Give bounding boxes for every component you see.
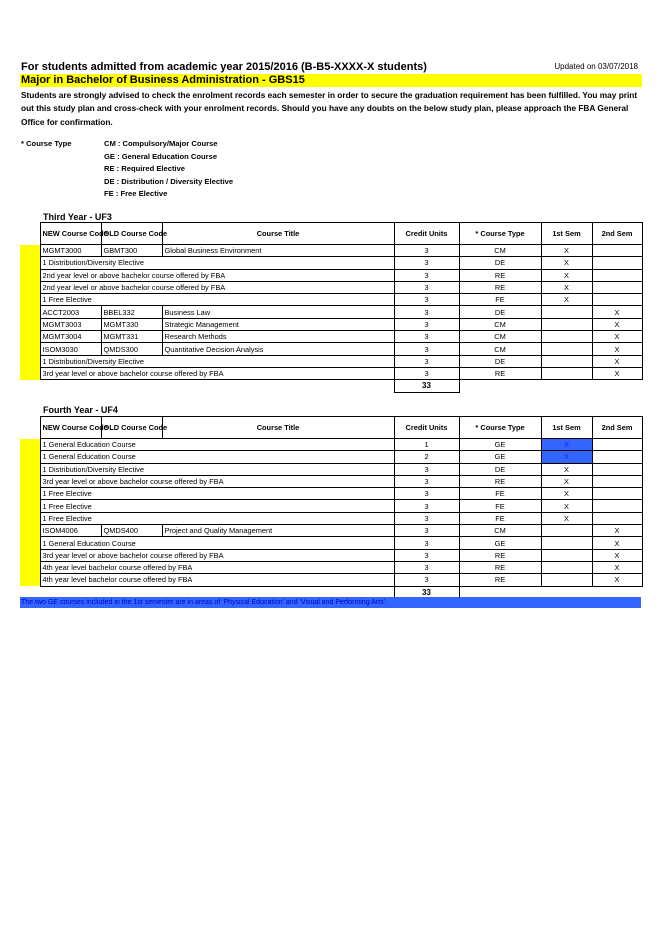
first-sem-mark: X [541,245,592,257]
legend-label: * Course Type [21,139,72,148]
table-row [20,439,642,451]
credit-units: 1 [394,439,459,451]
second-sem-mark: X [592,343,642,355]
row-marker [20,525,40,537]
legend-item: GE : General Education Course [104,152,218,161]
course-type: RE [459,574,541,586]
page-title: For students admitted from academic year 2015/2016 (B-B5-XXXX-X students) [21,61,427,73]
course-description: 1 Free Elective [40,488,394,500]
old-course-code: GBMT300 [101,245,162,257]
credit-units: 3 [394,355,459,367]
header-2nd-sem: 2nd Sem [592,417,642,439]
table-row [20,451,642,463]
course-description: 3rd year level or above bachelor course offered by FBA [40,549,394,561]
row-marker [20,380,40,392]
first-sem-mark [541,331,592,343]
credit-units: 3 [394,245,459,257]
course-description: 1 Free Elective [40,294,394,306]
course-description: 1 Free Elective [40,500,394,512]
total-credits: 33 [394,586,459,598]
credit-units: 3 [394,318,459,330]
title-line [20,61,642,74]
second-sem-mark: X [592,306,642,318]
header-old-code: OLD Course Code [101,223,162,245]
first-sem-mark: X [541,451,592,463]
second-sem-mark [592,281,642,293]
course-title: Strategic Management [162,318,394,330]
course-type: CM [459,318,541,330]
course-title: Business Law [162,306,394,318]
row-marker [20,537,40,549]
row-marker [20,439,40,451]
first-sem-mark [541,549,592,561]
first-sem-mark [541,537,592,549]
credit-units: 3 [394,475,459,487]
major-title: Major in Bachelor of Business Administration - GBS15 [20,74,642,87]
new-course-code: ISOM4006 [40,525,101,537]
second-sem-mark [592,245,642,257]
course-type: RE [459,367,541,379]
course-description: 3rd year level or above bachelor course offered by FBA [40,475,394,487]
new-course-code: ACCT2003 [40,306,101,318]
second-sem-mark: X [592,355,642,367]
credit-units: 3 [394,463,459,475]
course-type: FE [459,294,541,306]
legend-item: CM : Compulsory/Major Course [104,139,218,148]
course-type: RE [459,561,541,573]
second-sem-mark: X [592,549,642,561]
table-row [20,475,642,487]
row-marker [20,367,40,379]
course-type: FE [459,512,541,524]
total-spacer [40,380,394,392]
table-row [20,500,642,512]
row-marker [20,223,40,245]
row-marker [20,257,40,269]
table-row [20,367,642,379]
course-description: 1 General Education Course [40,451,394,463]
first-sem-mark [541,561,592,573]
row-marker [20,294,40,306]
credit-units: 3 [394,306,459,318]
row-marker [20,331,40,343]
legend-item: RE : Required Elective [104,164,186,173]
row-marker [20,549,40,561]
total-spacer [459,380,642,392]
total-credits: 33 [394,380,459,392]
second-sem-mark: X [592,331,642,343]
header-course-title: Course Title [162,417,394,439]
course-type: RE [459,281,541,293]
header-1st-sem: 1st Sem [541,223,592,245]
legend-item: DE : Distribution / Diversity Elective [104,177,234,186]
total-row [20,380,642,392]
first-sem-mark [541,306,592,318]
first-sem-mark: X [541,475,592,487]
credit-units: 3 [394,257,459,269]
course-title: Quantitative Decision Analysis [162,343,394,355]
new-course-code: ISOM3030 [40,343,101,355]
course-type: RE [459,269,541,281]
row-marker [20,561,40,573]
first-sem-mark: X [541,488,592,500]
course-type: GE [459,439,541,451]
second-sem-mark: X [592,561,642,573]
credit-units: 3 [394,574,459,586]
table-row [20,306,642,318]
row-marker [20,343,40,355]
row-marker [20,451,40,463]
table-row [20,294,642,306]
first-sem-mark: X [541,257,592,269]
course-type: DE [459,355,541,367]
second-sem-mark: X [592,537,642,549]
table-row [20,574,642,586]
header-new-code: NEW Course Code [40,417,101,439]
second-sem-mark [592,475,642,487]
table-row [20,525,642,537]
header-old-code: OLD Course Code [101,417,162,439]
course-type: FE [459,500,541,512]
table-row [20,549,642,561]
header-course-type: * Course Type [459,417,541,439]
table-row [20,537,642,549]
credit-units: 3 [394,367,459,379]
first-sem-mark [541,355,592,367]
table-header-row [20,223,642,245]
course-type: GE [459,537,541,549]
second-sem-mark [592,512,642,524]
credit-units: 3 [394,561,459,573]
credit-units: 3 [394,500,459,512]
credit-units: 3 [394,281,459,293]
table-row [20,488,642,500]
first-sem-mark [541,574,592,586]
second-sem-mark [592,451,642,463]
row-marker [20,355,40,367]
fourth-year-title: Fourth Year - UF4 [43,405,118,415]
second-sem-mark [592,500,642,512]
first-sem-mark [541,525,592,537]
course-type: RE [459,549,541,561]
first-sem-mark: X [541,281,592,293]
header-credit-units: Credit Units [394,417,459,439]
second-sem-mark [592,488,642,500]
third-year-table [20,222,643,393]
row-marker [20,463,40,475]
header-2nd-sem: 2nd Sem [592,223,642,245]
first-sem-mark: X [541,463,592,475]
course-type: RE [459,475,541,487]
course-description: 1 Free Elective [40,512,394,524]
second-sem-mark [592,294,642,306]
course-type: DE [459,306,541,318]
first-sem-mark [541,343,592,355]
course-type: CM [459,245,541,257]
first-sem-mark: X [541,439,592,451]
credit-units: 3 [394,269,459,281]
row-marker [20,245,40,257]
course-description: 3rd year level or above bachelor course offered by FBA [40,367,394,379]
table-row [20,281,642,293]
table-row [20,245,642,257]
table-row [20,512,642,524]
row-marker [20,318,40,330]
course-title: Project and Quality Management [162,525,394,537]
table-header-row [20,417,642,439]
course-description: 1 Distribution/Diversity Elective [40,463,394,475]
second-sem-mark: X [592,318,642,330]
table-row [20,269,642,281]
third-year-title: Third Year - UF3 [43,212,112,222]
first-sem-mark: X [541,512,592,524]
row-marker [20,500,40,512]
course-description: 2nd year level or above bachelor course offered by FBA [40,281,394,293]
course-type: CM [459,331,541,343]
header-course-title: Course Title [162,223,394,245]
new-course-code: MGMT3000 [40,245,101,257]
legend-item: FE : Free Elective [104,189,168,198]
course-type: GE [459,451,541,463]
row-marker [20,512,40,524]
table-row [20,561,642,573]
first-sem-mark: X [541,294,592,306]
course-description: 4th year level bachelor course offered by FBA [40,574,394,586]
course-type: DE [459,257,541,269]
notice-text: Students are strongly advised to check the enrolment records each semester in order to secure the graduation requirement has been fulfilled. You may print out this study plan and cross-check with your enrolment records. Should you have any doubts on the below study plan, please approach the FBA General Office for confirmation. [21,90,638,127]
first-sem-mark: X [541,269,592,281]
course-type: FE [459,488,541,500]
table-row [20,463,642,475]
new-course-code: MGMT3003 [40,318,101,330]
header-1st-sem: 1st Sem [541,417,592,439]
course-title: Research Methods [162,331,394,343]
table-row [20,257,642,269]
credit-units: 3 [394,331,459,343]
updated-date: Updated on 03/07/2018 [554,62,638,71]
old-course-code: QMDS300 [101,343,162,355]
course-description: 2nd year level or above bachelor course offered by FBA [40,269,394,281]
course-type: CM [459,525,541,537]
old-course-code: BBEL332 [101,306,162,318]
second-sem-mark [592,269,642,281]
first-sem-mark [541,367,592,379]
row-marker [20,574,40,586]
header-course-type: * Course Type [459,223,541,245]
course-description: 1 Distribution/Diversity Elective [40,257,394,269]
old-course-code: MGMT330 [101,318,162,330]
second-sem-mark [592,257,642,269]
credit-units: 3 [394,525,459,537]
table-row [20,331,642,343]
row-marker [20,475,40,487]
table-row [20,355,642,367]
credit-units: 3 [394,549,459,561]
row-marker [20,269,40,281]
credit-units: 3 [394,294,459,306]
second-sem-mark: X [592,574,642,586]
second-sem-mark [592,439,642,451]
course-description: 1 General Education Course [40,439,394,451]
credit-units: 3 [394,488,459,500]
fourth-year-table [20,416,643,599]
row-marker [20,488,40,500]
header-credit-units: Credit Units [394,223,459,245]
course-type: CM [459,343,541,355]
old-course-code: QMDS400 [101,525,162,537]
course-description: 4th year level bachelor course offered by FBA [40,561,394,573]
course-description: 1 Distribution/Diversity Elective [40,355,394,367]
footnote: The two GE courses included in the 1st semester are in areas of 'Physical Education' and 'Visual and Performing Arts'. [20,597,641,608]
new-course-code: MGMT3004 [40,331,101,343]
credit-units: 2 [394,451,459,463]
table-row [20,343,642,355]
row-marker [20,417,40,439]
row-marker [20,281,40,293]
second-sem-mark [592,463,642,475]
first-sem-mark [541,318,592,330]
first-sem-mark: X [541,500,592,512]
credit-units: 3 [394,343,459,355]
credit-units: 3 [394,512,459,524]
course-title: Global Business Environment [162,245,394,257]
second-sem-mark: X [592,525,642,537]
old-course-code: MGMT331 [101,331,162,343]
credit-units: 3 [394,537,459,549]
table-row [20,318,642,330]
course-type: DE [459,463,541,475]
second-sem-mark: X [592,367,642,379]
course-description: 1 General Education Course [40,537,394,549]
row-marker [20,306,40,318]
header-new-code: NEW Course Code [40,223,101,245]
